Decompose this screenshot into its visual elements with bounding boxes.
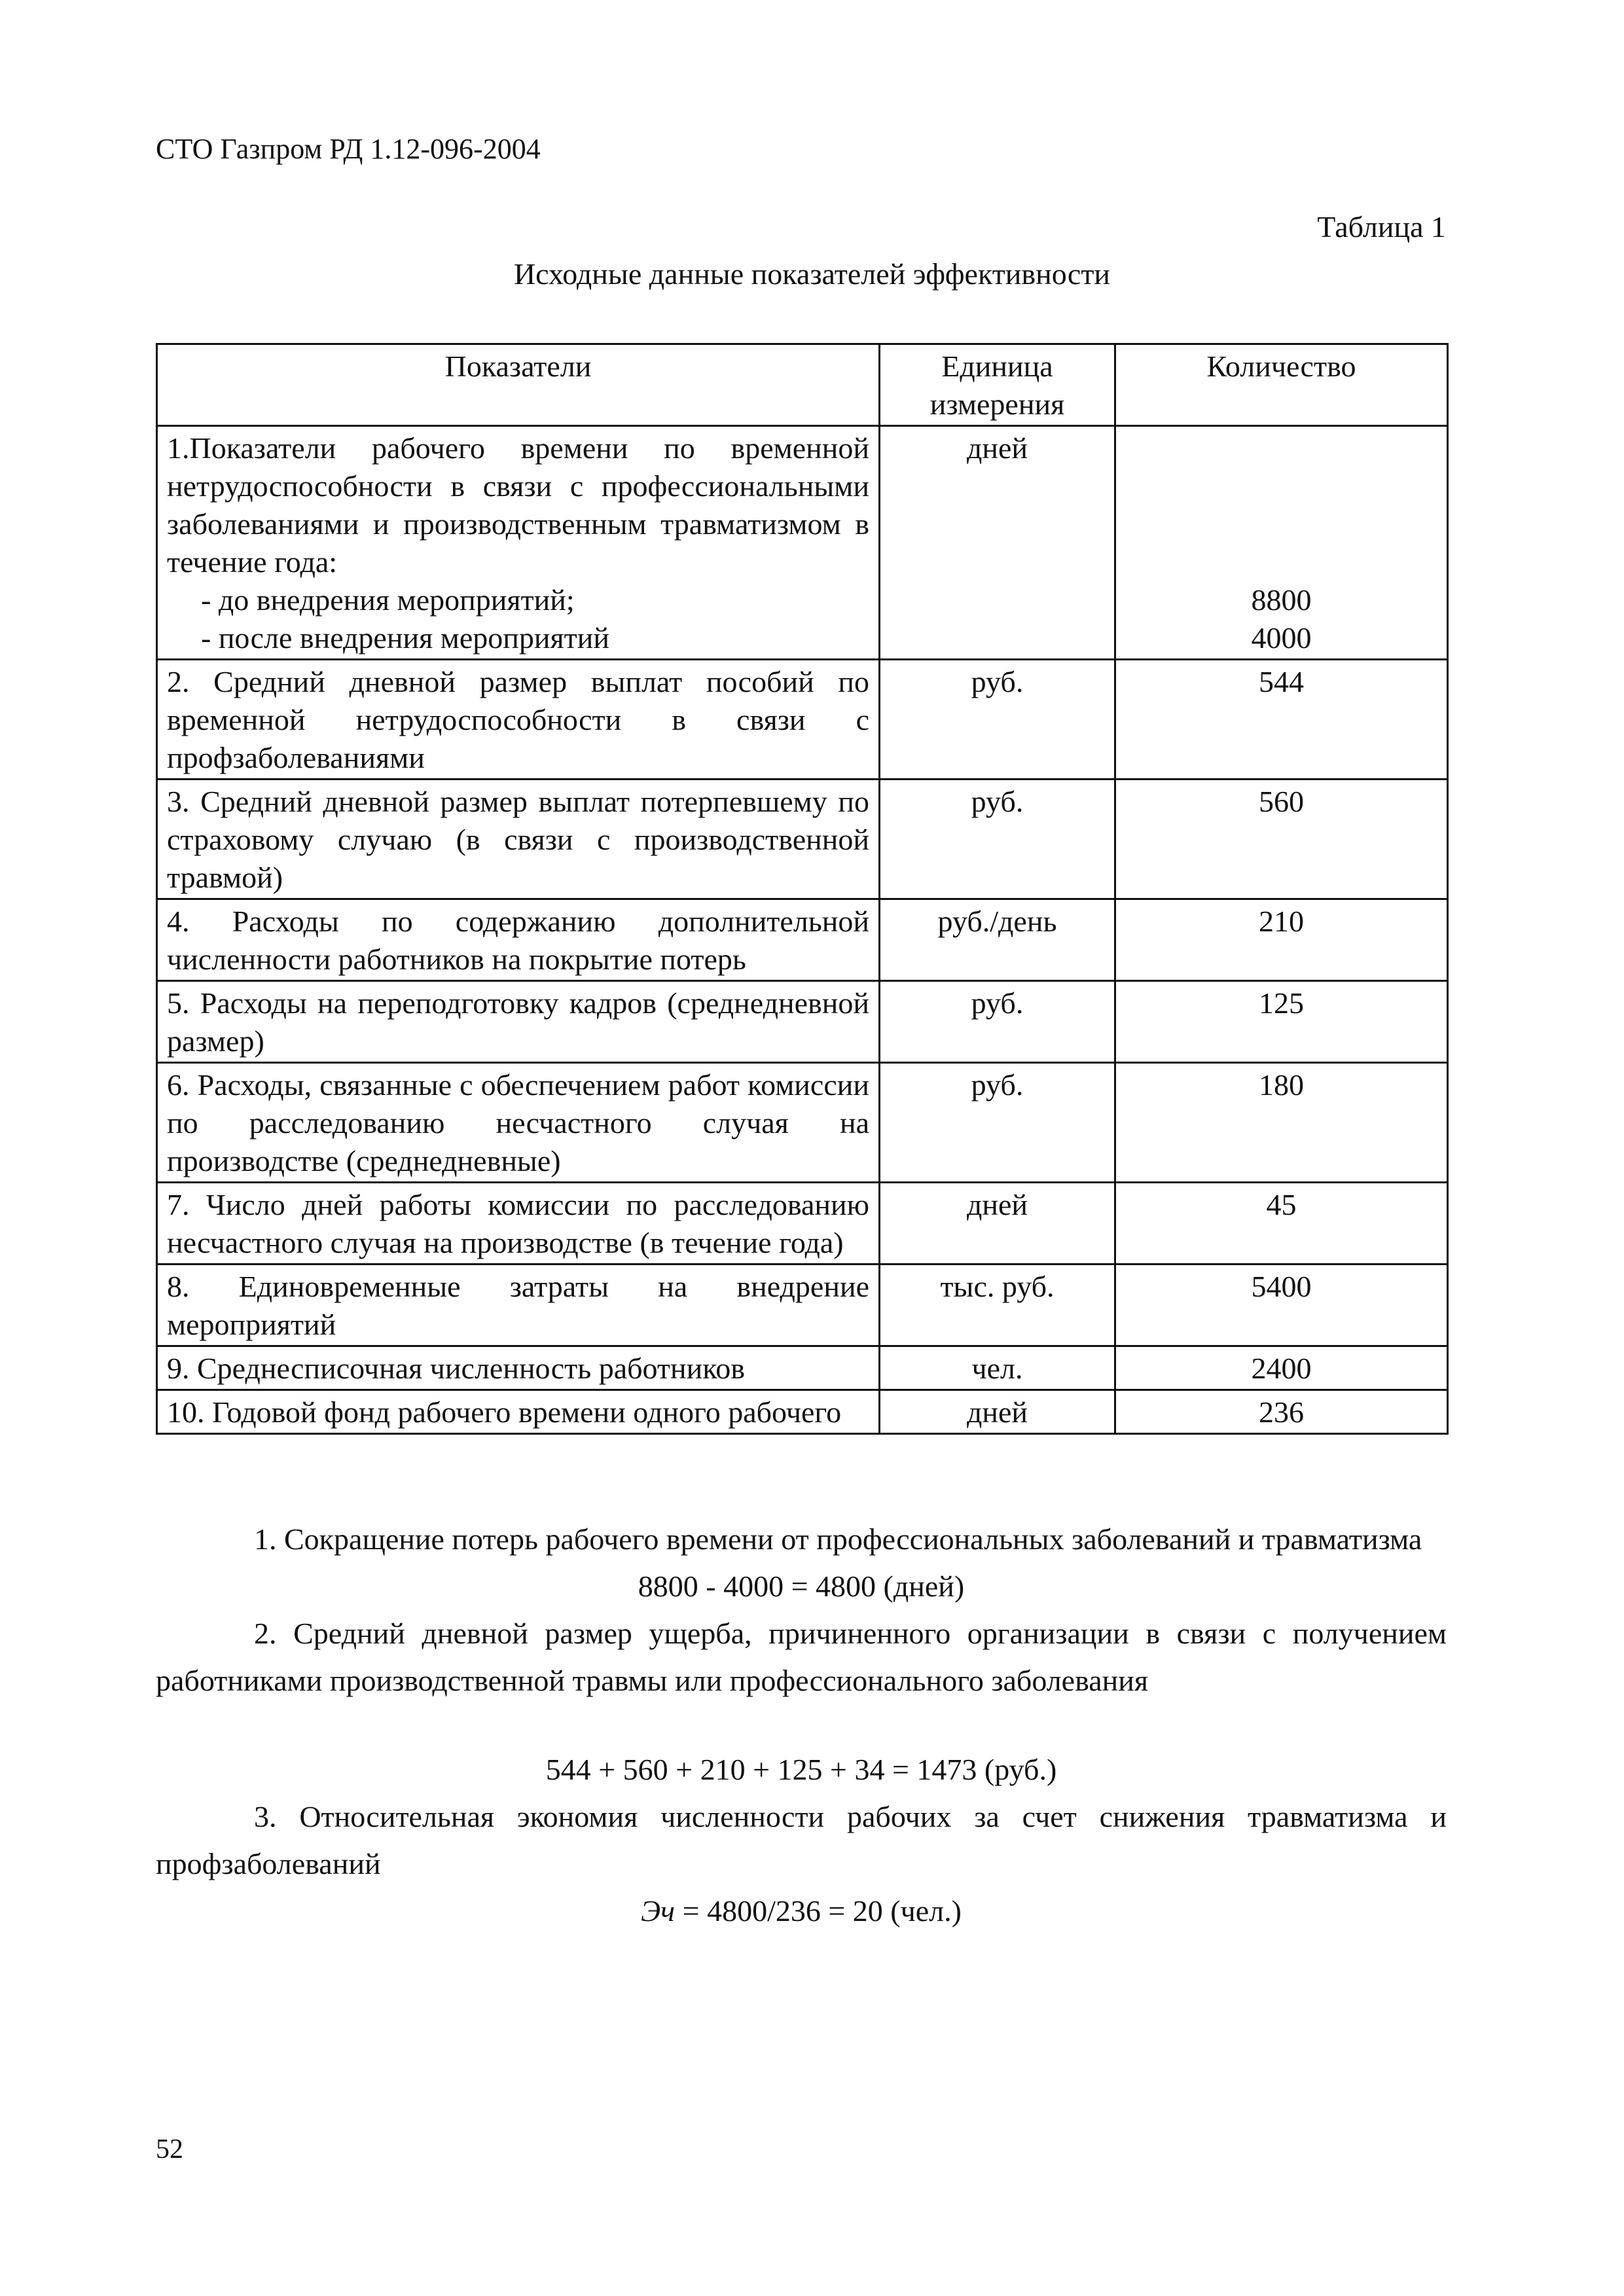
quantity-cell: 125 [1115,981,1448,1063]
unit-cell: руб./день [880,899,1115,981]
quantity-cell: 210 [1115,899,1448,981]
indicators-table [156,343,1449,1435]
quantity-cell: 45 [1115,1183,1448,1265]
quantity-cell: 544 [1115,660,1448,780]
unit-cell: тыс. руб. [880,1265,1115,1346]
quantity-cell: 5400 [1115,1265,1448,1346]
table-row [157,1183,1448,1265]
indicator-cell: 5. Расходы на переподготовку кадров (среднедневной размер) [157,981,880,1063]
indicator-cell: 3. Средний дневной размер выплат потерпевшему по страховому случаю (в связи с производственной травмой) [157,780,880,899]
table-label: Таблица 1 [1317,210,1446,243]
indicator-cell: 10. Годовой фонд рабочего времени одного рабочего [157,1390,880,1434]
table-row [157,1265,1448,1346]
calculation-formula [156,1888,1447,1935]
calculation-paragraph: 3. Относительная экономия численности рабочих за счет снижения травматизма и профзаболеваний [156,1800,1447,1880]
table-row [157,1390,1448,1434]
indicator-cell: 4. Расходы по содержанию дополнительной численности работников на покрытие потерь [157,899,880,981]
table-row [157,780,1448,899]
indicator-cell: 7. Число дней работы комиссии по расследованию несчастного случая на производстве (в течение года) [157,1183,880,1265]
column-header-indicators: Показатели [157,344,880,426]
table-row [157,1063,1448,1183]
quantity-cell: 236 [1115,1390,1448,1434]
calculations-section [156,1516,1447,1935]
indicator-cell: 9. Среднесписочная численность работников [157,1346,880,1390]
unit-cell: чел. [880,1346,1115,1390]
formula-symbol: Эч [641,1894,676,1928]
quantity-cell: 180 [1115,1063,1448,1183]
quantity-cell [1115,426,1448,660]
quantity-cell: 2400 [1115,1346,1448,1390]
column-header-quantity: Количество [1115,344,1448,426]
quantity-value: 8800 [1251,583,1312,617]
indicator-text: 1.Показатели рабочего времени по временной нетрудоспособности в связи с профессиональными заболеваниями и производственным травматизмом в течение года: [167,431,869,579]
unit-cell: дней [880,426,1115,660]
calculation-paragraph: 1. Сокращение потерь рабочего времени от профессиональных заболеваний и травматизма [254,1522,1422,1556]
indicator-subitem: - до внедрения мероприятий; [201,583,575,617]
indicator-subitem: - после внедрения мероприятий [201,621,609,655]
table-row [157,426,1448,660]
table-row [157,899,1448,981]
quantity-value: 4000 [1251,621,1312,655]
table-row [157,1346,1448,1390]
formula-expression: = 4800/236 = 20 (чел.) [675,1894,962,1928]
unit-cell: руб. [880,1063,1115,1183]
unit-cell: руб. [880,780,1115,899]
unit-cell: дней [880,1183,1115,1265]
unit-cell: руб. [880,660,1115,780]
indicator-cell: 2. Средний дневной размер выплат пособий по временной нетрудоспособности в связи с профзаболеваниями [157,660,880,780]
unit-cell: руб. [880,981,1115,1063]
table-row [157,981,1448,1063]
table-row [157,660,1448,780]
page-number: 52 [156,2134,183,2164]
indicator-cell [157,426,880,660]
table-title: Исходные данные показателей эффективности [513,257,1111,291]
document-code-header: СТО Газпром РД 1.12-096-2004 [156,133,541,165]
indicator-cell: 8. Единовременные затраты на внедрение мероприятий [157,1265,880,1346]
unit-cell: дней [880,1390,1115,1434]
quantity-cell: 560 [1115,780,1448,899]
calculation-formula: 544 + 560 + 210 + 125 + 34 = 1473 (руб.) [545,1753,1057,1786]
column-header-unit: Единица измерения [880,344,1115,426]
calculation-formula: 8800 - 4000 = 4800 (дней) [638,1570,965,1603]
table-header-row [157,344,1448,426]
indicator-cell: 6. Расходы, связанные с обеспечением работ комиссии по расследованию несчастного случая на производстве (среднедневные) [157,1063,880,1183]
calculation-paragraph: 2. Средний дневной размер ущерба, причиненного организации в связи с получением работниками производственной травмы или профессионального заболевания [156,1617,1447,1697]
